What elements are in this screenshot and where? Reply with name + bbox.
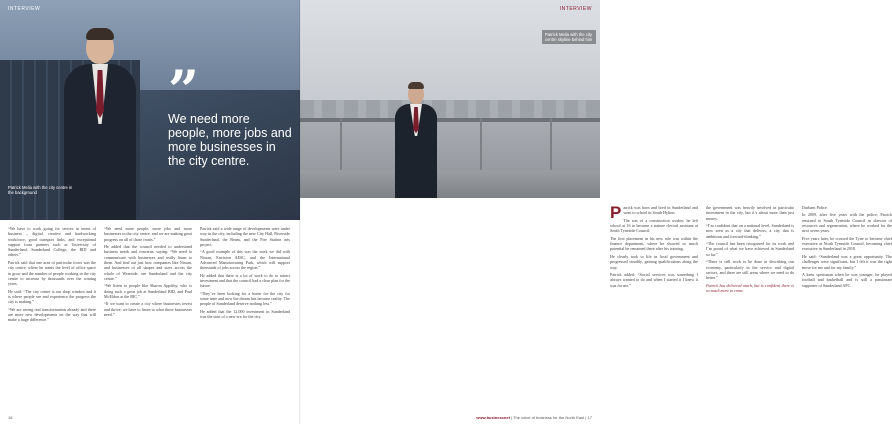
left-page (0, 0, 300, 424)
right-hero-photo (300, 0, 600, 198)
photo-caption-left: Patrick Melia with the city centre in the background (8, 185, 73, 195)
paragraph: In 2009, after five years with the police, Patrick returned to South Tyneside Council as director of resources and regeneration, where he worked for the next seven years. (802, 212, 892, 234)
paragraph: Durham Police. (802, 205, 828, 210)
pull-quote: We need more people, more jobs and more businesses in the city centre. (168, 112, 292, 168)
paragraph: “A good example of this was the work we did with Nissan, Envision AESC, and the International Advanced Manufacturing Park, which will support thousands of jobs across the region.” (200, 249, 290, 271)
balcony-floor (300, 170, 600, 198)
paragraph (610, 202, 698, 222)
paragraph: “We need more people, more jobs and more businesses in the city centre, and we are making great progress on all of those fronts.” (104, 226, 192, 242)
page-number-right: 17 (587, 415, 592, 420)
paragraph: Patrick said that one area of particular focus was the city centre, where he wants the level of office space to grow and the number of people working in the city centre to increase by thousands over the coming years. (8, 259, 96, 287)
paragraph: “We are seeing real transformation already and there are more new developments on the way that will make a huge difference.” (8, 306, 96, 323)
paragraph: Patrick added: “Social services was something I always wanted to do and when I started it I knew it was for me.” (610, 272, 698, 288)
paragraph: He added that there is a lot of work to do to attract investment and that the council had a clear plan for the future. (200, 272, 290, 289)
section-tag-right: INTERVIEW (559, 6, 592, 12)
right-column-1 (610, 202, 698, 408)
photo-caption-right (542, 30, 596, 44)
paragraph: “They’ve been looking for a home for the city for some time and now the dream has become reality. The people of Sunderland deserve nothing less.” (200, 290, 290, 307)
paragraph: “The council has been recognised for its work and I’m proud of what we have achieved in Sunderland so far.” (706, 241, 794, 257)
person-photo (392, 80, 440, 198)
right-column-2 (706, 205, 794, 408)
paragraph: “There is still work to be done in describing our economy, particularly in the service and digital sectors, and there are still areas where we need to do better.” (706, 259, 794, 281)
city-skyline (300, 100, 600, 118)
balcony-rail (300, 118, 600, 122)
footer-right (476, 415, 592, 420)
drop-cap: P (610, 202, 622, 222)
paragraph: “I’m confident that on a national level, Sunderland is now seen as a city that delivers, a city that is ambitious and forward-thinking.” (706, 223, 794, 239)
paragraph: “If we want to create a city where businesses invest and thrive, we have to listen to what those businesses need.” (104, 301, 192, 318)
section-tag-left: INTERVIEW (8, 6, 41, 12)
paragraph: “We have to work going for sectors in terms of business – digital, creative and hardworking workforce, good transport links, and exceptional support from partners such as University of Sunderland, Sunderland College, the BID and others.” (8, 226, 96, 258)
paragraph: the government was heavily involved in particular investment in the city, but it’s about more than just money. (706, 205, 794, 221)
hair (86, 28, 114, 40)
paragraph: He added that the 12,000 investment in Sunderland was the start of a new era for the city. (200, 308, 290, 320)
paragraph: He added that the council needed to understand business needs and concerns, saying: “We need to communicate with businesses and really listen to them. And find out just how companies like Nissan, and businesses of all shapes and sizes across the whole of Wearside, see Sunderland and the city centre.” (104, 244, 192, 281)
paragraph: The first placement in his new role was within the finance department, where he showed so much potential he remained there after his training. (610, 235, 698, 252)
paragraph: Patrick said a wide range of developments were under way in the city, including the new City Hall, Riverside Sunderland, the Beam, and the Fire Station arts project. (200, 226, 290, 247)
paragraph: “We listen to people like Sharon Appleby, who is doing such a great job at Sunderland BID, and Paul McEldon at the BIC.” (104, 283, 192, 299)
footer-divider: | (511, 415, 514, 420)
paragraph: A keen sportsman when he was younger, he played football and basketball and is still a passionate supporter of Sunderland AFC. (802, 272, 892, 288)
left-column-1 (8, 226, 96, 408)
left-hero-photo (0, 0, 300, 220)
right-page (300, 0, 892, 424)
paragraph: The son of a construction worker, he left school at 16 to become a trainee clerical assistant at South Tyneside Council. (610, 217, 698, 234)
footer-divider: | (585, 415, 588, 420)
paragraph: He clearly took to life in local government and progressed steadily, gaining qualifications along the way. (610, 253, 698, 270)
paragraph: He said: “Sunderland was a great opportunity. The challenges were significant, but I felt it was the right move for me and for my family.” (802, 253, 892, 270)
footer-brand: www.businessnet (476, 415, 510, 420)
quote-mark-icon: ” (168, 58, 200, 122)
footer-tagline: The voice of business for the North East (513, 415, 585, 420)
paragraph: Five years later, he crossed the Tyne to become chief executive at North Tyneside Council, becoming chief executive in Sunderland in 2018. (802, 235, 892, 252)
caption-box: Patrick Melia with the city centre skyline behind him (542, 30, 596, 44)
left-column-3 (200, 226, 290, 408)
paragraph-text: atrick was born and bred in Sunderland and went to school in South Hylton. (623, 205, 698, 216)
closing-line: Patrick has delivered much, but is confident there is so much more to come. (706, 282, 794, 293)
page-gutter (299, 0, 301, 424)
left-column-2 (104, 226, 192, 408)
hair (408, 82, 424, 89)
paragraph: He said: “The city centre is our shop window and it is where people see and experience the progress the city is making.” (8, 288, 96, 305)
page-number-left: 16 (8, 415, 13, 420)
right-column-3 (802, 205, 892, 408)
